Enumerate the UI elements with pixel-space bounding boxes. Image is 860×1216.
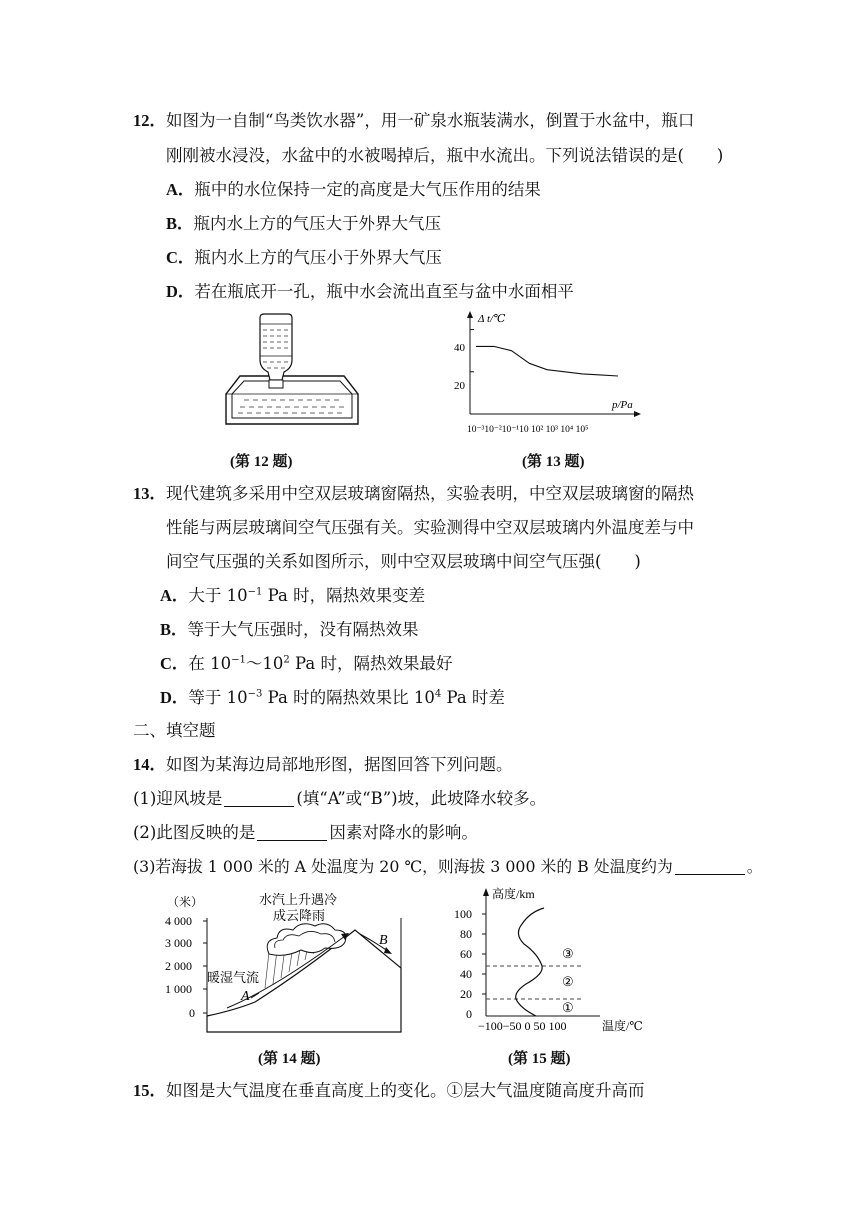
y-tick-0: 0 [189, 1006, 195, 1020]
layer-2-label: ② [562, 974, 574, 989]
airflow-label: 暖湿气流 [207, 970, 260, 985]
q12-line2: 刚刚被水浸没，水盆中的水被喝掉后，瓶中水流出。下列说法错误的是( ) [166, 146, 724, 165]
q13-option-b: B．等于大气压强时，没有隔热效果 [160, 620, 419, 639]
y-tick-20: 20 [460, 987, 472, 1001]
x-tick-labels: −100−50 0 50 100 [478, 1019, 567, 1033]
figure-14-terrain [165, 890, 410, 1040]
y-tick-1000: 1 000 [165, 982, 192, 996]
point-b-label: B [379, 933, 388, 948]
q14-part3: (3)若海拔 1 000 米的 A 处温度为 20 ℃，则海拔 3 000 米的 B 处温度约为 。 [133, 857, 763, 876]
y-tick-2000: 2 000 [165, 959, 192, 973]
point-a-label: A [241, 989, 250, 1004]
y-tick-3000: 3 000 [165, 936, 192, 950]
y-tick-40: 40 [454, 342, 465, 354]
q13-option-a: A．大于 $10^{-1}$ Pa 时，隔热效果变差 [160, 586, 426, 605]
answer-blank[interactable] [257, 824, 327, 841]
unit-label: （米） [167, 895, 204, 909]
q12-option-d: D．若在瓶底开一孔，瓶中水会流出直至与盆中水面相平 [166, 282, 574, 301]
layer-1-label: ① [562, 1000, 574, 1015]
answer-blank[interactable] [675, 858, 745, 875]
q14-line1 [133, 754, 513, 776]
y-tick-40: 40 [460, 967, 472, 981]
question-text: 如图为某海边局部地形图，据图回答下列问题。 [166, 755, 513, 774]
question-text: 现代建筑多采用中空双层玻璃窗隔热，实验表明，中空双层玻璃窗的隔热 [166, 484, 694, 503]
question-text: 如图为一自制“鸟类饮水器”，用一矿泉水瓶装满水，倒置于水盆中，瓶口 [166, 111, 695, 130]
cloud-label-line1: 水汽上升遇冷 [259, 892, 338, 907]
y-tick-100: 100 [454, 907, 472, 921]
question-number: 14． [133, 755, 166, 774]
question-number: 13． [133, 484, 166, 503]
figure-13-chart [450, 308, 645, 440]
q13-option-c: C．在 $10^{-1}\sim 10^2$ Pa 时，隔热效果最好 [160, 654, 453, 673]
q14-part1: (1)迎风坡是 (填“A”或“B”)坡，此坡降水较多。 [133, 789, 547, 808]
q13-option-d: D．等于 $10^{-3}$ Pa 时的隔热效果比 $10^4$ Pa 时差 [160, 688, 505, 707]
section-title: 二、填空题 [133, 721, 216, 740]
x-axis-label: p/Pa [612, 399, 633, 411]
y-tick-4000: 4 000 [165, 914, 192, 928]
figure-15-chart [450, 882, 665, 1038]
q13-line2: 性能与两层玻璃间空气压强有关。实验测得中空双层玻璃内外温度差与中 [166, 518, 694, 537]
bird-feeder-figure [222, 310, 362, 434]
question-text: 如图是大气温度在垂直高度上的变化。①层大气温度随高度升高而 [166, 1081, 645, 1100]
cloud-label-line2: 成云降雨 [273, 908, 326, 923]
figure-15-caption: (第 15 题) [508, 1051, 571, 1067]
q15-line1 [133, 1080, 645, 1102]
answer-blank[interactable] [224, 790, 294, 807]
y-tick-20: 20 [454, 380, 465, 392]
q12-line1 [133, 110, 694, 132]
series-line [476, 346, 618, 376]
figure-14-caption: (第 14 题) [258, 1051, 321, 1067]
y-axis-label: 高度/km [492, 887, 535, 901]
question-number: 12． [133, 111, 166, 130]
y-axis-label: Δ t/℃ [478, 313, 506, 325]
x-axis-label: 温度/℃ [602, 1019, 643, 1033]
x-tick-labels: 10⁻³10⁻²10⁻¹10 10² 10³ 10⁴ 10⁵ [467, 425, 589, 435]
q12-option-b: B．瓶内水上方的气压大于外界大气压 [166, 214, 442, 233]
layer-3-label: ③ [562, 946, 574, 961]
q13-line1 [133, 483, 694, 505]
q12-option-c: C．瓶内水上方的气压小于外界大气压 [166, 248, 442, 267]
q13-line3: 间空气压强的关系如图所示，则中空双层玻璃中间空气压强( ) [166, 552, 641, 571]
question-number: 15． [133, 1081, 166, 1100]
figure-13-caption: (第 13 题) [522, 454, 585, 470]
y-tick-60: 60 [460, 947, 472, 961]
q14-part2: (2)此图反映的是 因素对降水的影响。 [133, 823, 478, 842]
y-tick-80: 80 [460, 927, 472, 941]
figure-12-caption: (第 12 题) [230, 454, 293, 470]
y-tick-0: 0 [466, 1007, 472, 1021]
q12-option-a: A．瓶中的水位保持一定的高度是大气压作用的结果 [166, 180, 541, 199]
